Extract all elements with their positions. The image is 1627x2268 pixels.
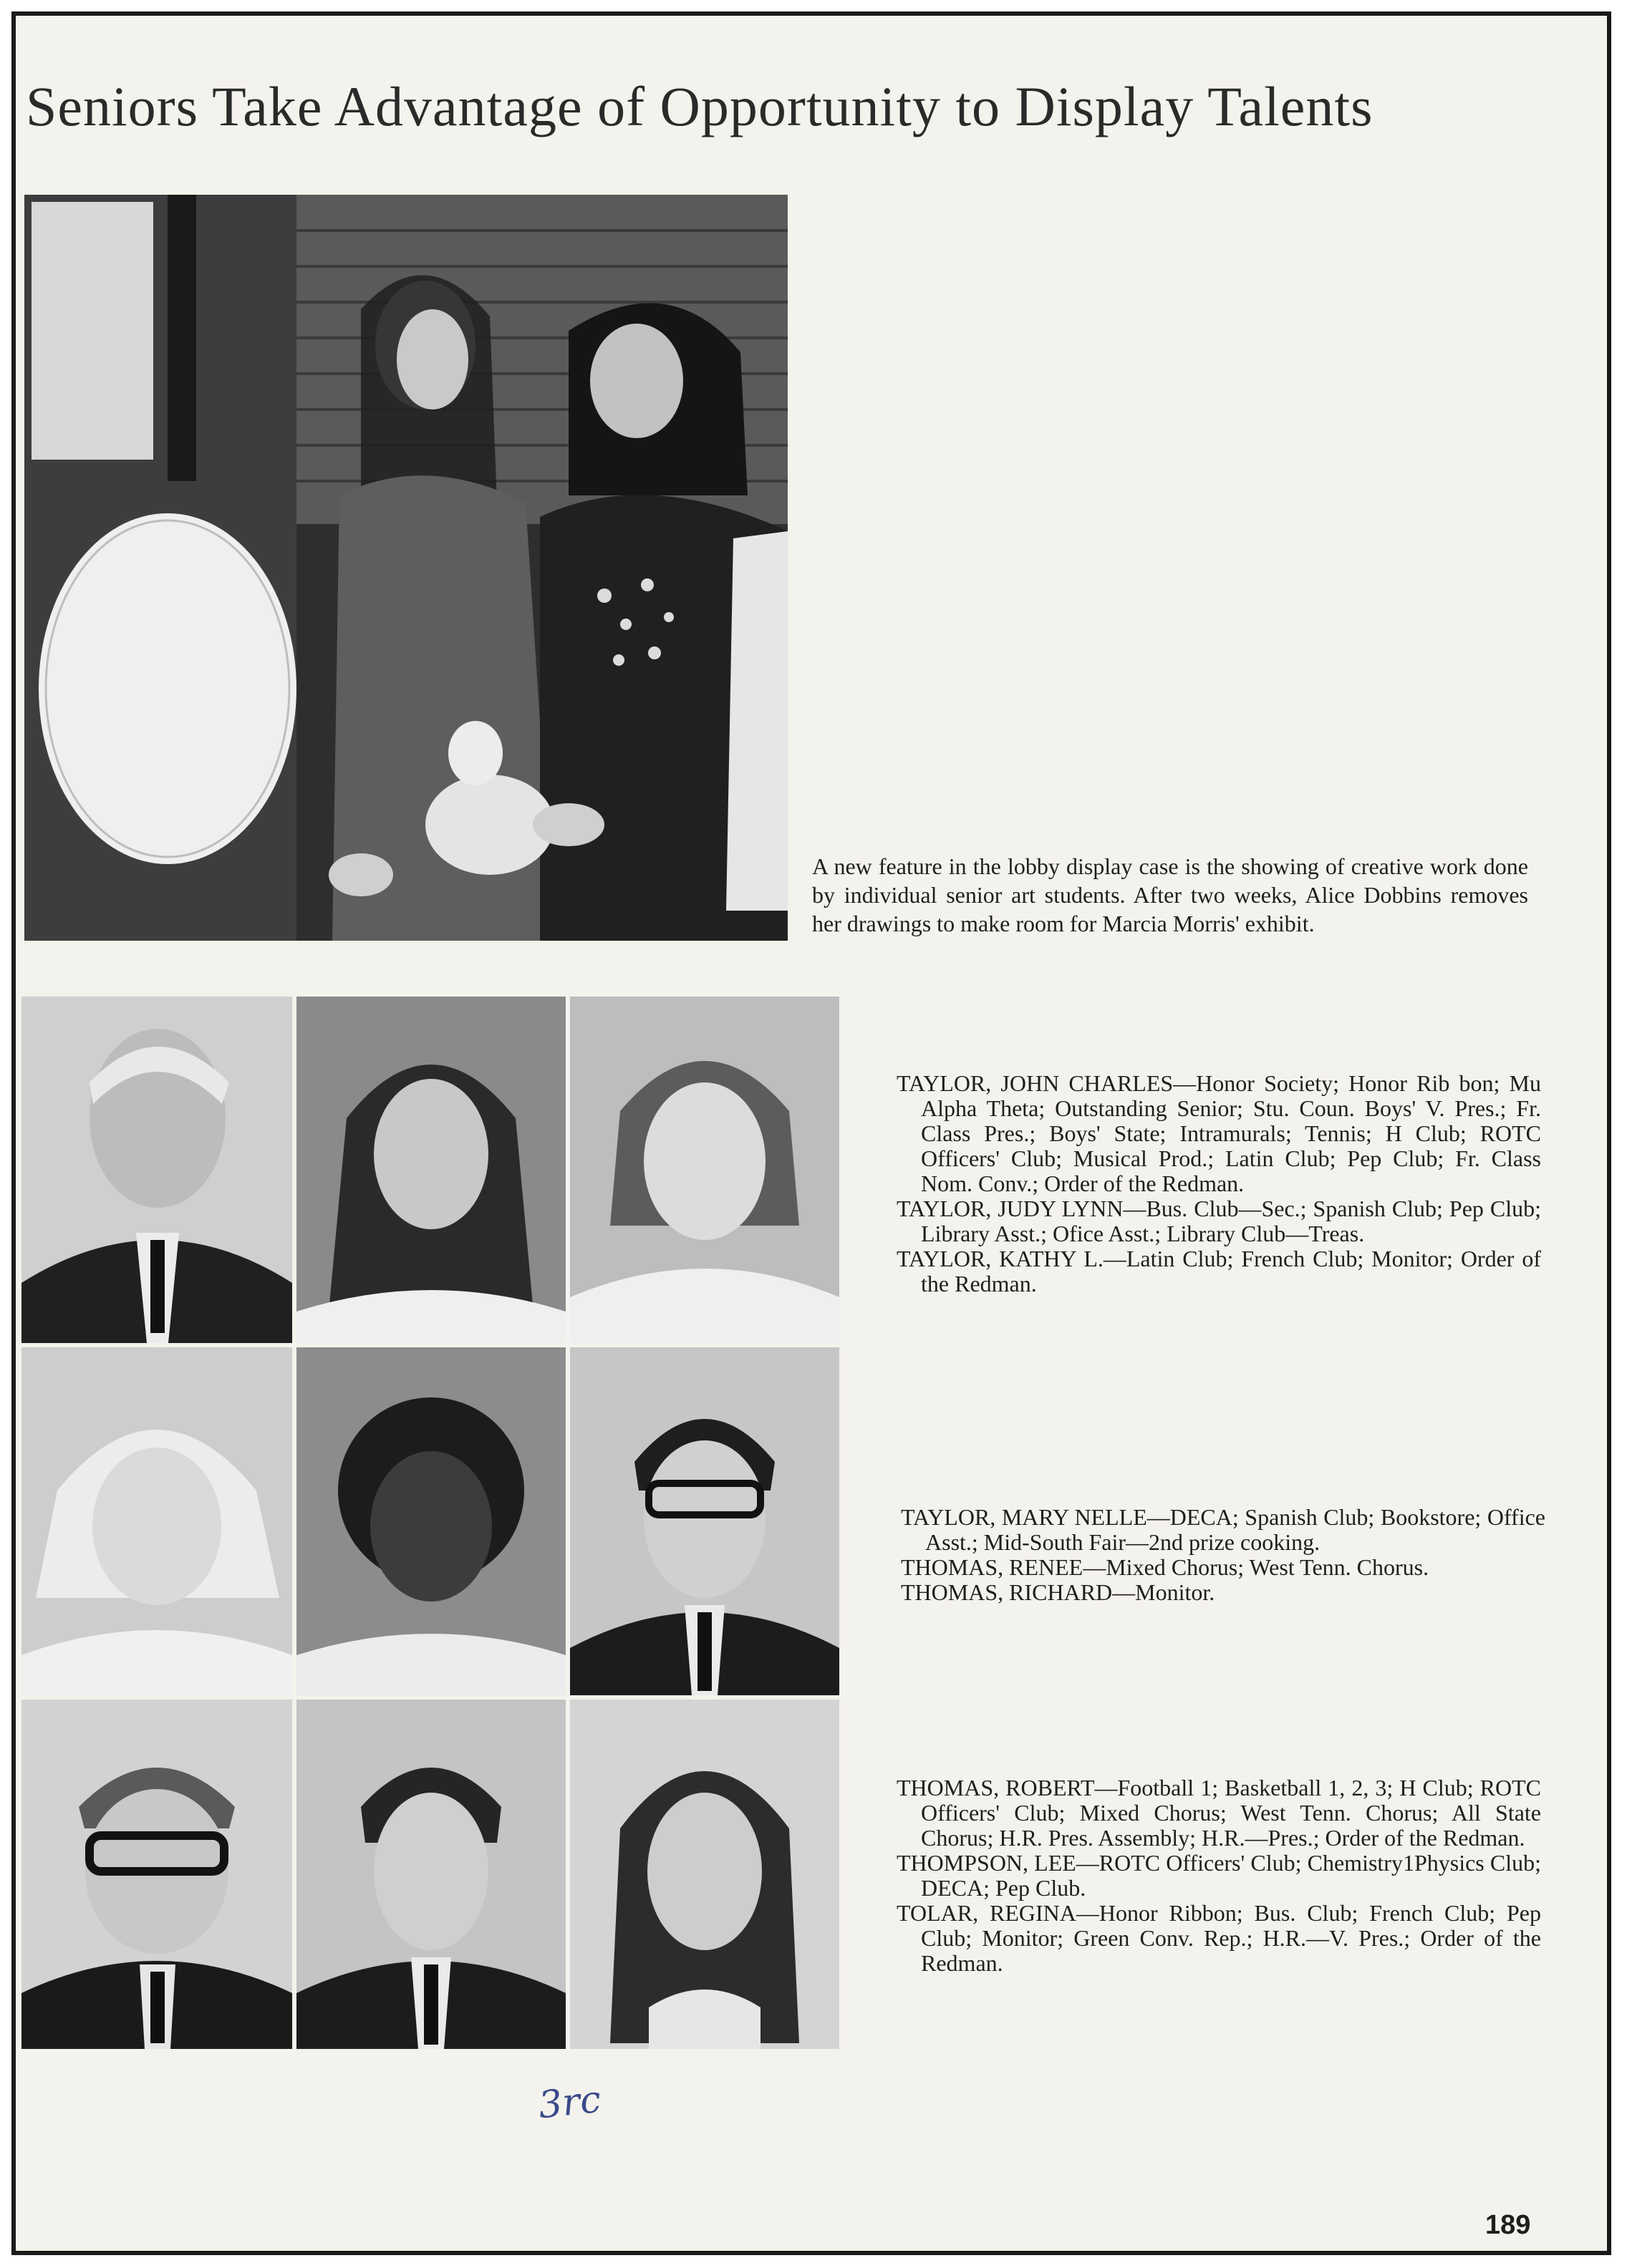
portrait-thomas-renee <box>296 1347 566 1695</box>
portrait-image <box>570 997 839 1343</box>
portrait-taylor-kathy-l <box>570 997 839 1343</box>
portrait-image <box>296 997 566 1343</box>
portrait-thomas-richard <box>570 1347 839 1695</box>
portrait-taylor-mary-nelle <box>21 1347 292 1695</box>
yearbook-page <box>11 11 1611 2255</box>
page-title: Seniors Take Advantage of Opportunity to Display Talents <box>26 75 1373 137</box>
portrait-tolar-regina <box>570 1700 839 2049</box>
bio-block-row3 <box>897 1775 1541 1976</box>
portrait-thompson-lee <box>296 1700 566 2049</box>
handwritten-note: 3rc <box>536 2078 603 2128</box>
portrait-image <box>570 1700 839 2049</box>
portrait-image <box>21 997 292 1343</box>
bio-entry: TAYLOR, MARY NELLE—DECA; Spanish Club; Bookstore; Office Asst.; Mid-South Fair—2nd prize cooking. <box>901 1504 1545 1555</box>
portrait-taylor-judy-lynn <box>296 997 566 1343</box>
feature-photo-caption: A new feature in the lobby display case is the showing of creative work done by individual senior art students. After two weeks, Alice Dobbins removes her drawings to make room for Marcia Morris' exhibit. <box>812 853 1528 936</box>
bio-entry: THOMAS, ROBERT—Football 1; Basketball 1, 2, 3; H Club; ROTC Officers' Club; Mixed Chorus; West Tenn. Chorus; All State Chorus; H.R. Pres. Assembly; H.R.—Pres.; Order of the Redman. <box>897 1775 1541 1851</box>
bio-entry: THOMAS, RICHARD—Monitor. <box>901 1579 1215 1605</box>
bio-entry: TAYLOR, JOHN CHARLES—Honor Society; Honor Rib bon; Mu Alpha Theta; Outstanding Senior; Stu. Coun. Boys' V. Pres.; Fr. Class Pres.; Boys' State; Intramurals; Tennis; H Club; ROTC Officers' Club; Musical Prod.; Latin Club; Pep Club; Fr. Class Nom. Conv.; Order of the Redman. <box>897 1070 1541 1196</box>
portrait-image <box>21 1347 292 1695</box>
bio-entry: TOLAR, REGINA—Honor Ribbon; Bus. Club; French Club; Pep Club; Monitor; Green Conv. Rep.; H.R.—V. Pres.; Order of the Redman. <box>897 1900 1541 1976</box>
bio-block-row2 <box>901 1505 1545 1605</box>
feature-photo-image <box>24 195 788 941</box>
portrait-taylor-john-charles <box>21 997 292 1343</box>
portrait-image <box>570 1347 839 1695</box>
portrait-image <box>21 1700 292 2049</box>
bio-entry: TAYLOR, JUDY LYNN—Bus. Club—Sec.; Spanish Club; Pep Club; Library Asst.; Ofice Asst.; Library Club—Treas. <box>897 1196 1541 1246</box>
portrait-thomas-robert <box>21 1700 292 2049</box>
page-number: 189 <box>1485 2210 1531 2240</box>
portrait-image <box>296 1347 566 1695</box>
bio-entry: THOMAS, RENEE—Mixed Chorus; West Tenn. Chorus. <box>901 1554 1429 1580</box>
feature-photo <box>24 195 788 941</box>
bio-entry: THOMPSON, LEE—ROTC Officers' Club; Chemistry1Physics Club; DECA; Pep Club. <box>897 1850 1541 1901</box>
bio-block-row1 <box>897 1071 1541 1297</box>
portrait-image <box>296 1700 566 2049</box>
bio-entry: TAYLOR, KATHY L.—Latin Club; French Club; Monitor; Order of the Redman. <box>897 1246 1541 1297</box>
